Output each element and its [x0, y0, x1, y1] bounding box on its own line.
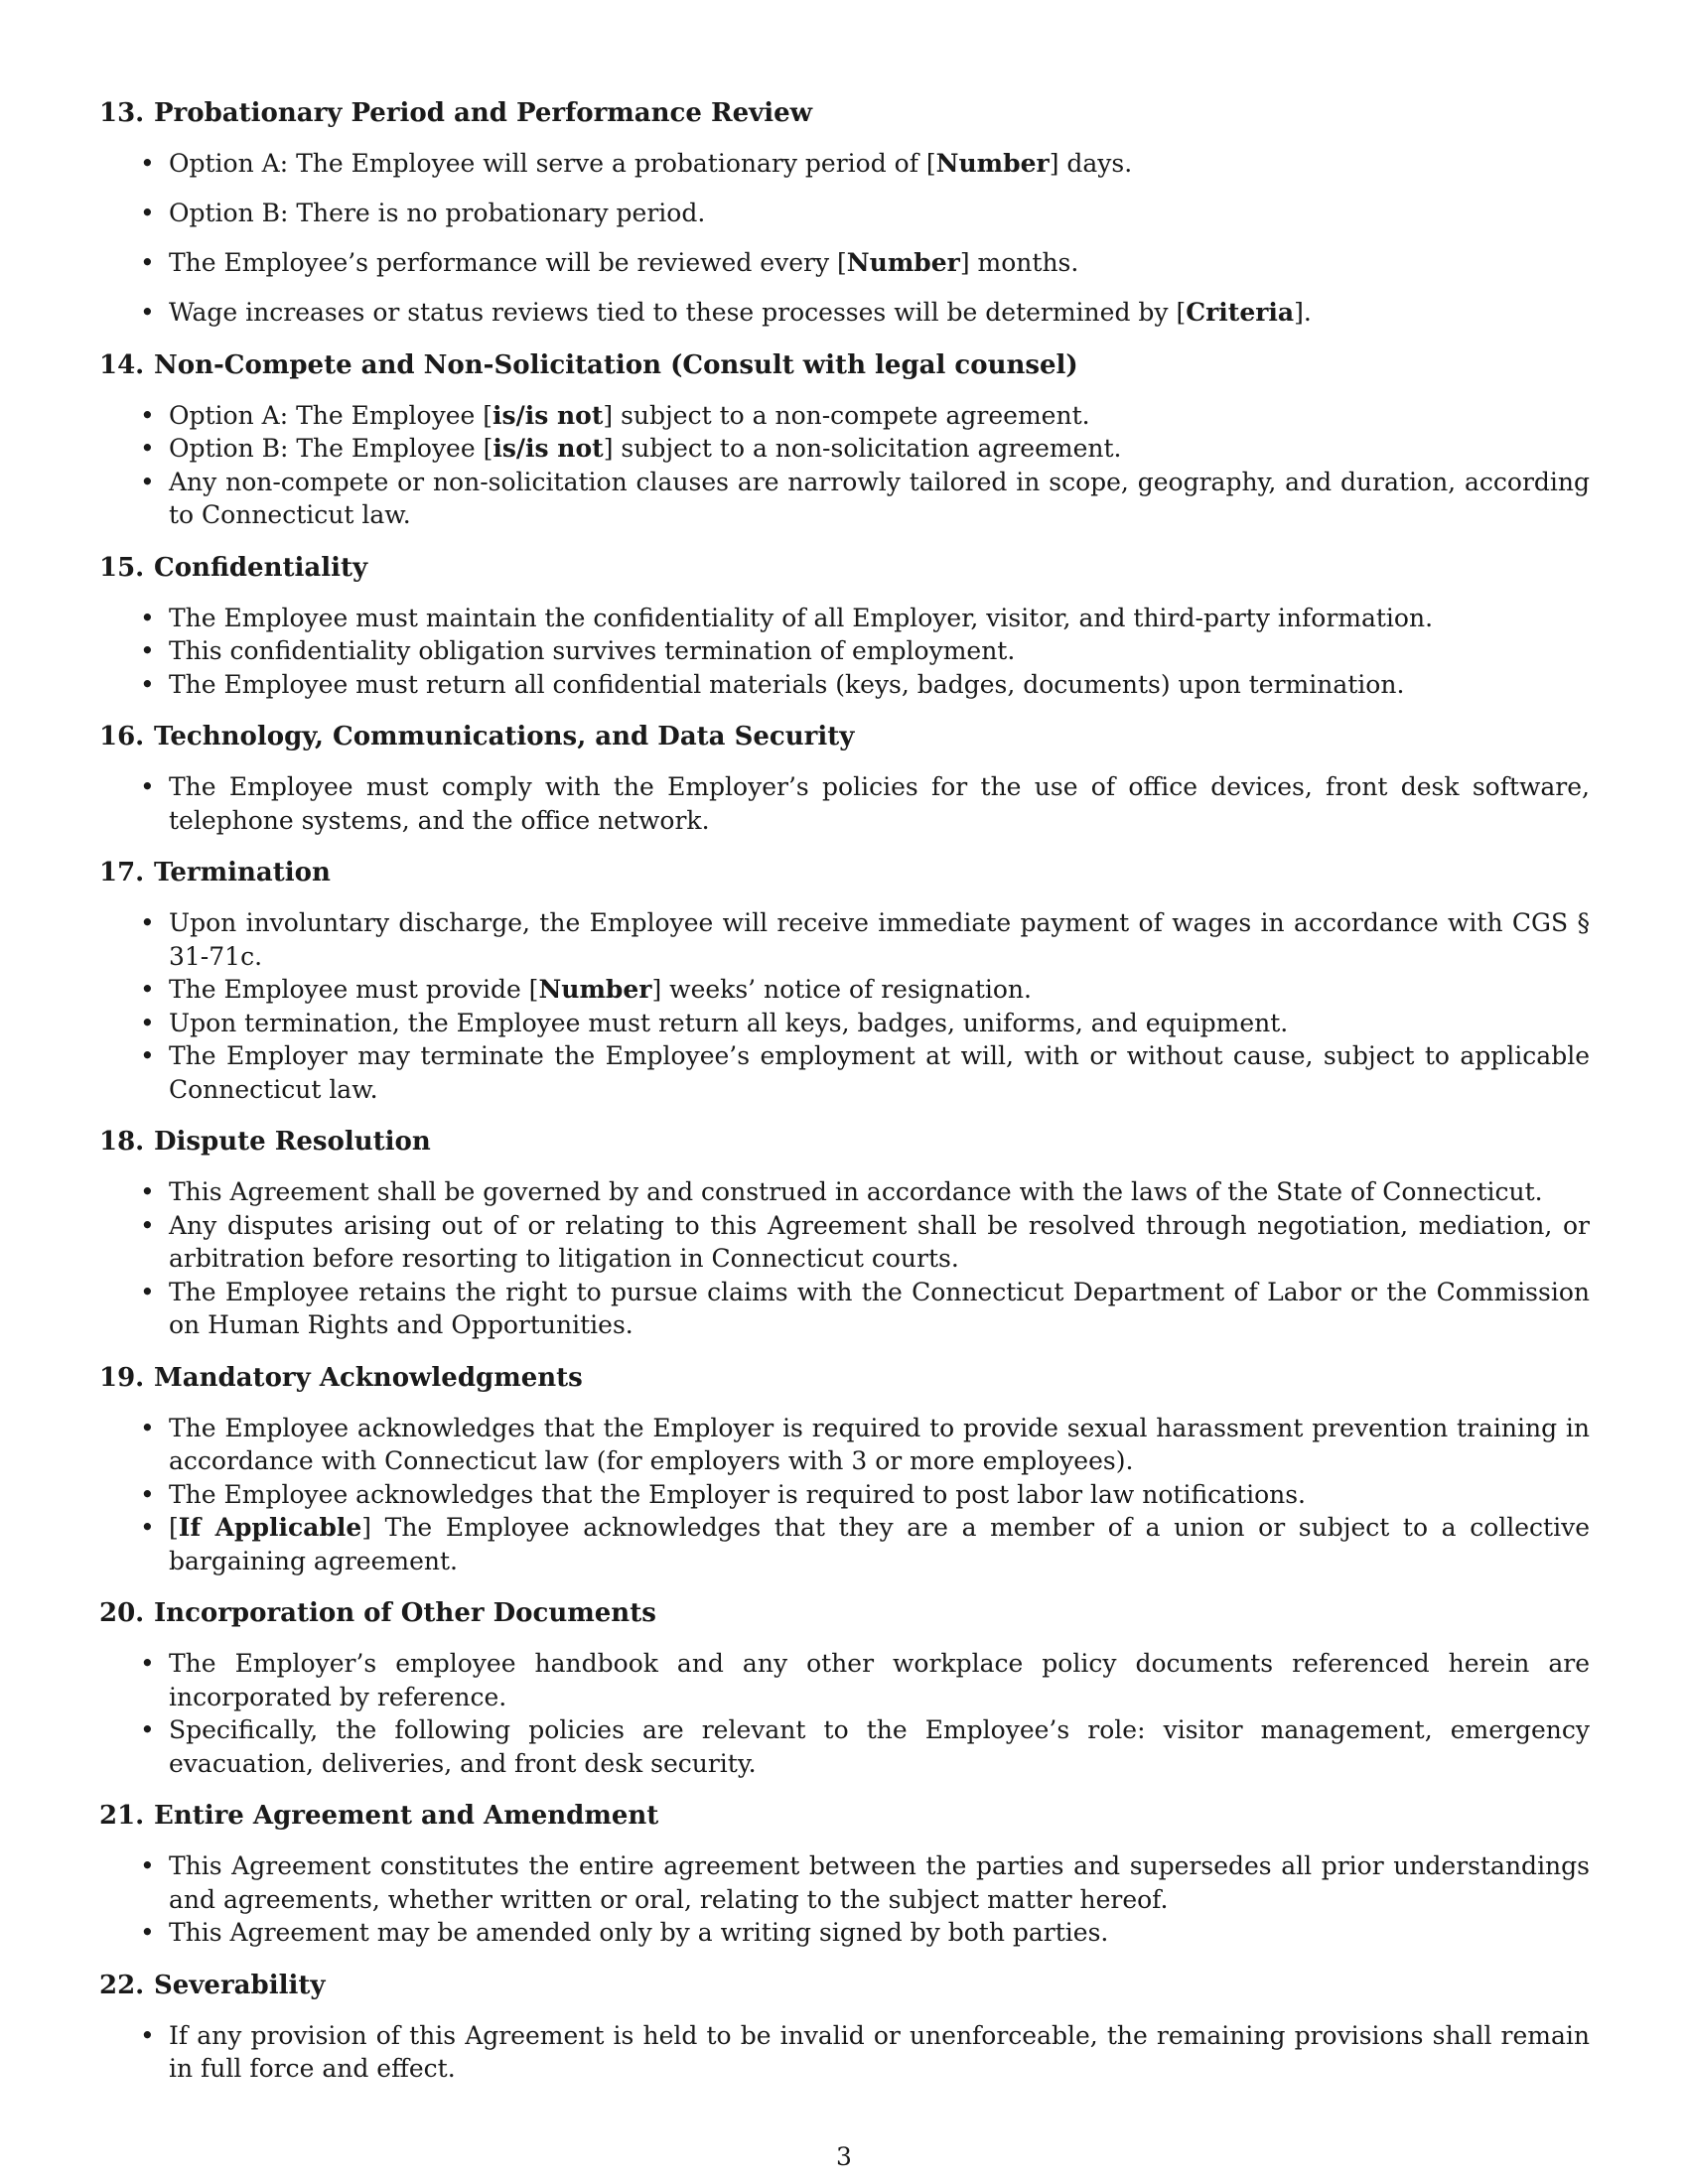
- list-item: • This Agreement may be amended only by a writing signed by both parties.: [99, 1916, 1590, 1950]
- section-heading: [99, 1597, 1590, 1630]
- section-15: [99, 552, 1590, 702]
- section-heading: [99, 1970, 1590, 2002]
- section-19: [99, 1362, 1590, 1578]
- placeholder: If Applicable: [178, 1513, 362, 1542]
- section-title: Entire Agreement and Amendment: [154, 1801, 659, 1831]
- section-title: Termination: [154, 858, 331, 887]
- list-item: • The Employee acknowledges that the Employer is required to post labor law notifications.: [99, 1478, 1590, 1512]
- list-item: • The Employee must comply with the Employer’s policies for the use of office devices, front desk software, telephone systems, and the office network.: [99, 770, 1590, 837]
- section-title: Mandatory Acknowledgments: [154, 1362, 583, 1393]
- list-item: • The Employee must provide [Number] weeks’ notice of resignation.: [99, 973, 1590, 1007]
- list-item: • Option A: The Employee [is/is not] subject to a non-compete agreement.: [99, 399, 1590, 433]
- list-item: • The Employer’s employee handbook and any other workplace policy documents referenced herein are incorporated by reference.: [99, 1647, 1590, 1713]
- section-number: 14.: [99, 349, 145, 380]
- bullet-list: [99, 1849, 1590, 1950]
- section-21: [99, 1800, 1590, 1950]
- section-title: Dispute Resolution: [154, 1127, 431, 1157]
- section-20: [99, 1597, 1590, 1780]
- list-item: • Wage increases or status reviews tied to these processes will be determined by [Criteria].: [99, 296, 1590, 330]
- section-heading: [99, 97, 1590, 130]
- section-title: Severability: [154, 1970, 326, 2000]
- section-17: [99, 857, 1590, 1106]
- section-18: [99, 1126, 1590, 1342]
- list-item: • Specifically, the following policies are relevant to the Employee’s role: visitor management, emergency evacuation, deliveries, and front desk security.: [99, 1713, 1590, 1780]
- list-item: • Any non-compete or non-solicitation clauses are narrowly tailored in scope, geography, and duration, according to Connecticut law.: [99, 466, 1590, 532]
- document-body: [99, 97, 1590, 2106]
- list-item: • Any disputes arising out of or relating to this Agreement shall be resolved through negotiation, mediation, or arbitration before resorting to litigation in Connecticut courts.: [99, 1209, 1590, 1276]
- placeholder: is/is not: [492, 434, 604, 463]
- bullet-list: [99, 770, 1590, 837]
- section-heading: [99, 857, 1590, 889]
- list-item: • Option B: The Employee [is/is not] subject to a non-solicitation agreement.: [99, 432, 1590, 466]
- bullet-list: [99, 1647, 1590, 1780]
- bullet-list: [99, 2019, 1590, 2086]
- section-16: [99, 721, 1590, 837]
- placeholder: Number: [846, 248, 960, 277]
- list-item: • The Employee must return all confidential materials (keys, badges, documents) upon termination.: [99, 668, 1590, 702]
- section-number: 15.: [99, 552, 145, 583]
- section-title: Non-Compete and Non-Solicitation (Consult with legal counsel): [154, 349, 1078, 380]
- section-heading: [99, 721, 1590, 753]
- list-item: • The Employee acknowledges that the Employer is required to provide sexual harassment prevention training in accordance with Connecticut law (for employers with 3 or more employees).: [99, 1412, 1590, 1478]
- list-item: • Upon involuntary discharge, the Employee will receive immediate payment of wages in accordance with CGS § 31-71c.: [99, 906, 1590, 973]
- list-item: • This Agreement constitutes the entire agreement between the parties and supersedes all prior understandings and agreements, whether written or oral, relating to the subject matter hereof.: [99, 1849, 1590, 1916]
- list-item: • Upon termination, the Employee must return all keys, badges, uniforms, and equipment.: [99, 1007, 1590, 1040]
- bullet-list: [99, 602, 1590, 702]
- list-item: • This confidentiality obligation survives termination of employment.: [99, 634, 1590, 668]
- section-number: 20.: [99, 1598, 145, 1628]
- placeholder: Number: [935, 149, 1050, 178]
- section-14: [99, 349, 1590, 532]
- section-heading: [99, 1800, 1590, 1833]
- section-heading: [99, 349, 1590, 382]
- list-item: • This Agreement shall be governed by and construed in accordance with the laws of the State of Connecticut.: [99, 1175, 1590, 1209]
- placeholder: Criteria: [1186, 298, 1295, 327]
- list-item: • [If Applicable] The Employee acknowledges that they are a member of a union or subject to a collective bargaining agreement.: [99, 1511, 1590, 1577]
- list-item: • If any provision of this Agreement is held to be invalid or unenforceable, the remaining provisions shall remain in full force and effect.: [99, 2019, 1590, 2086]
- section-title: Incorporation of Other Documents: [154, 1598, 656, 1628]
- section-title: Confidentiality: [154, 552, 368, 583]
- list-item: • The Employee’s performance will be reviewed every [Number] months.: [99, 246, 1590, 280]
- section-title: Technology, Communications, and Data Security: [154, 722, 855, 751]
- list-item: • The Employee retains the right to pursue claims with the Connecticut Department of Labor or the Commission on Human Rights and Opportunities.: [99, 1276, 1590, 1342]
- placeholder: is/is not: [492, 400, 604, 430]
- section-title: Probationary Period and Performance Review: [154, 98, 813, 128]
- section-22: [99, 1970, 1590, 2086]
- list-item: • Option B: There is no probationary period.: [99, 197, 1590, 230]
- bullet-list: [99, 906, 1590, 1106]
- section-number: 16.: [99, 722, 145, 751]
- bullet-list: [99, 1175, 1590, 1342]
- list-item: • The Employer may terminate the Employee’s employment at will, with or without cause, subject to applicable Connecticut law.: [99, 1039, 1590, 1106]
- list-item: • The Employee must maintain the confidentiality of all Employer, visitor, and third-party information.: [99, 602, 1590, 635]
- section-number: 18.: [99, 1127, 145, 1157]
- bullet-list: [99, 399, 1590, 532]
- section-number: 17.: [99, 858, 145, 887]
- bullet-list: [99, 1412, 1590, 1578]
- section-heading: [99, 1126, 1590, 1159]
- list-item: • Option A: The Employee will serve a probationary period of [Number] days.: [99, 147, 1590, 181]
- section-heading: [99, 1362, 1590, 1395]
- bullet-list: [99, 147, 1590, 330]
- section-number: 21.: [99, 1801, 145, 1831]
- page-number: 3: [836, 2142, 852, 2171]
- section-number: 13.: [99, 98, 145, 128]
- section-13: [99, 97, 1590, 330]
- section-number: 19.: [99, 1362, 145, 1393]
- section-heading: [99, 552, 1590, 585]
- placeholder: Number: [538, 975, 652, 1004]
- section-number: 22.: [99, 1970, 145, 2000]
